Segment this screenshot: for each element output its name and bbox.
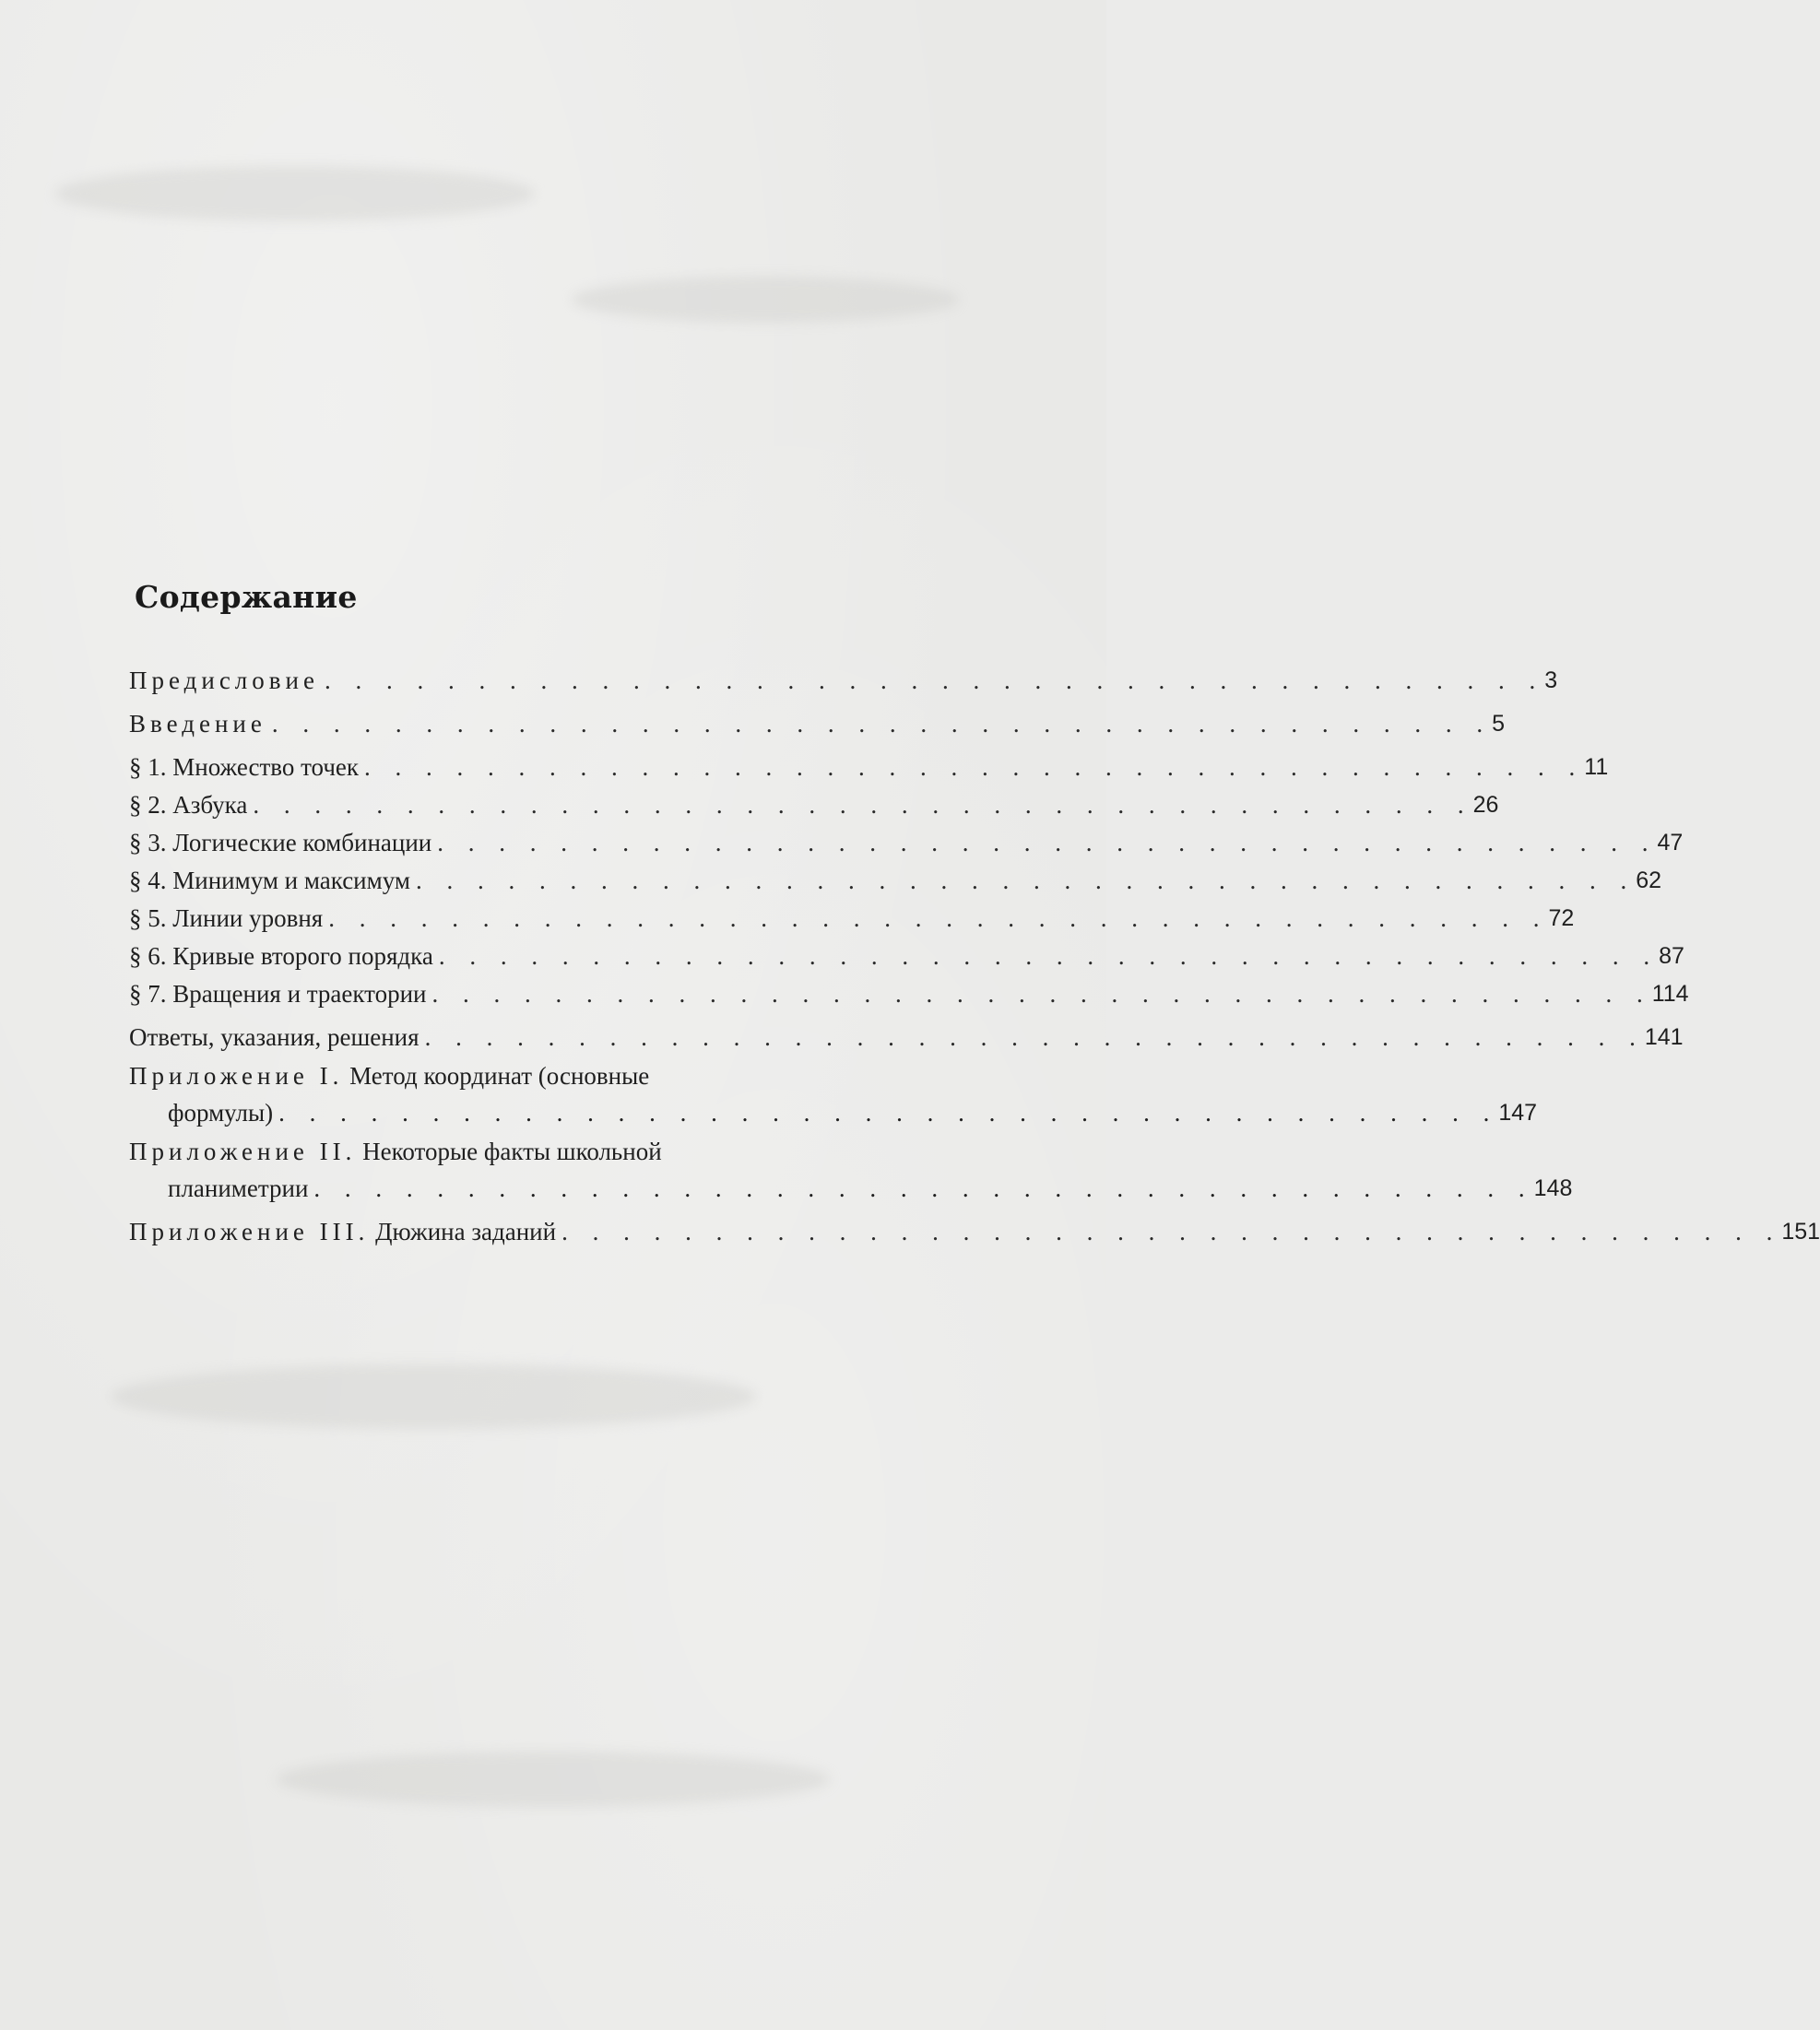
toc-entry-section-3[interactable] xyxy=(129,821,1684,859)
toc-entry-label: § 3. Логические комбинации xyxy=(129,829,432,856)
toc-leader: . . . . . . . . . . . . . . . . . . . . . . . . . . . . . . . . . . . . . . . . xyxy=(561,1218,1782,1245)
toc-entry-label: § 7. Вращения и траектории xyxy=(129,980,427,1008)
toc-leader: . . . . . . . . . . . . . . . . . . . . . . . . . . . . . . . . . . . . . . . . xyxy=(438,942,1660,970)
toc-leader: . . . . . . . . . . . . . . . . . . . . . . . . . . . . . . . . . . . . . . . . xyxy=(271,710,1493,738)
toc-leader: . . . . . . . . . . . . . . . . . . . . . . . . . . . . . . . . . . . . . . . . xyxy=(437,829,1658,856)
toc-leader: . . . . . . . . . . . . . . . . . . . . . . . . . . . . . . . . . . . . . . . . xyxy=(415,867,1637,894)
toc-leader: . . . . . . . . . . . . . . . . . . . . . . . . . . . . . . . . . . . . . . . . xyxy=(364,753,1585,781)
toc-leader: . . . . . . . . . . . . . . . . . . . . . . . . . . . . . . . . . . . . . . . . xyxy=(253,791,1473,819)
paper-smudge xyxy=(55,166,535,221)
toc-appendix-prefix: Приложение III. xyxy=(129,1218,370,1245)
toc-leader: . . . . . . . . . . . . . . . . . . . . . . . . . . . . . . . . . . . . . . . . xyxy=(424,1023,1645,1051)
toc-page-number: 141 xyxy=(1644,1024,1684,1050)
toc-appendix-title: Некоторые факты школьной xyxy=(362,1138,662,1165)
toc-entry-label: § 1. Множество точек xyxy=(129,753,360,781)
toc-entry-label: Введение xyxy=(129,710,266,738)
toc-page-number: 47 xyxy=(1657,830,1684,856)
toc-title: Содержание xyxy=(135,579,358,615)
toc-appendix-title: Дюжина заданий xyxy=(375,1218,557,1245)
toc-page-number: 11 xyxy=(1584,754,1609,780)
toc-list xyxy=(129,659,1820,1248)
paper-smudge xyxy=(277,1752,830,1807)
toc-appendix-label xyxy=(129,1215,556,1248)
toc-appendix-title-continued: формулы) xyxy=(168,1099,274,1127)
toc-page-number: 5 xyxy=(1492,711,1505,737)
toc-appendix-prefix: Приложение II. xyxy=(129,1138,357,1165)
toc-page-number: 87 xyxy=(1659,943,1684,969)
paper-smudge xyxy=(111,1364,756,1429)
toc-page-number: 3 xyxy=(1544,667,1558,693)
toc-entry-section-5[interactable] xyxy=(129,897,1575,935)
toc-entry-section-7[interactable] xyxy=(129,973,1689,1010)
toc-entry-section-4[interactable] xyxy=(129,859,1662,897)
toc-entry-section-6[interactable] xyxy=(129,935,1684,973)
toc-appendix-title: Метод координат (основные xyxy=(349,1062,650,1090)
toc-page-number: 151 xyxy=(1781,1219,1820,1245)
toc-entry-appendix-2[interactable] xyxy=(129,1135,1573,1205)
toc-page-number: 114 xyxy=(1651,981,1689,1007)
toc-entry-label: § 2. Азбука xyxy=(129,791,248,819)
toc-appendix-prefix: Приложение I. xyxy=(129,1062,344,1090)
toc-leader: . . . . . . . . . . . . . . . . . . . . . . . . . . . . . . . . . . . . . . . . xyxy=(324,667,1545,694)
toc-entry-label: § 5. Линии уровня xyxy=(129,904,324,932)
toc-entry-section-1[interactable] xyxy=(129,746,1609,784)
toc-entry-introduction[interactable] xyxy=(129,702,1505,740)
toc-entry-label: Предисловие xyxy=(129,667,319,694)
toc-leader: . . . . . . . . . . . . . . . . . . . . . . . . . . . . . . . . . . . . . . . . xyxy=(278,1099,1499,1127)
toc-page-number: 26 xyxy=(1472,792,1499,818)
toc-leader: . . . . . . . . . . . . . . . . . . . . . . . . . . . . . . . . . . . . . . . . xyxy=(328,904,1549,932)
toc-entry-section-2[interactable] xyxy=(129,784,1499,821)
toc-page-number: 148 xyxy=(1533,1175,1573,1201)
toc-page-number: 62 xyxy=(1636,867,1662,893)
toc-entry-appendix-3[interactable] xyxy=(129,1210,1820,1248)
toc-entry-answers[interactable] xyxy=(129,1016,1684,1054)
toc-entry-appendix-1[interactable] xyxy=(129,1059,1538,1129)
toc-entry-label: § 4. Минимум и максимум xyxy=(129,867,410,894)
toc-entry-label: Ответы, указания, решения xyxy=(129,1023,420,1051)
toc-page-number: 147 xyxy=(1498,1100,1538,1126)
toc-entry-label: § 6. Кривые второго порядка xyxy=(129,942,433,970)
toc-leader: . . . . . . . . . . . . . . . . . . . . . . . . . . . . . . . . . . . . . . . . xyxy=(431,980,1652,1008)
toc-entry-preface[interactable] xyxy=(129,659,1558,697)
toc-appendix-title-continued: планиметрии xyxy=(168,1174,309,1202)
toc-leader: . . . . . . . . . . . . . . . . . . . . . . . . . . . . . . . . . . . . . . . . xyxy=(313,1174,1534,1202)
toc-page-number: 72 xyxy=(1548,905,1575,931)
paper-smudge xyxy=(572,277,959,323)
